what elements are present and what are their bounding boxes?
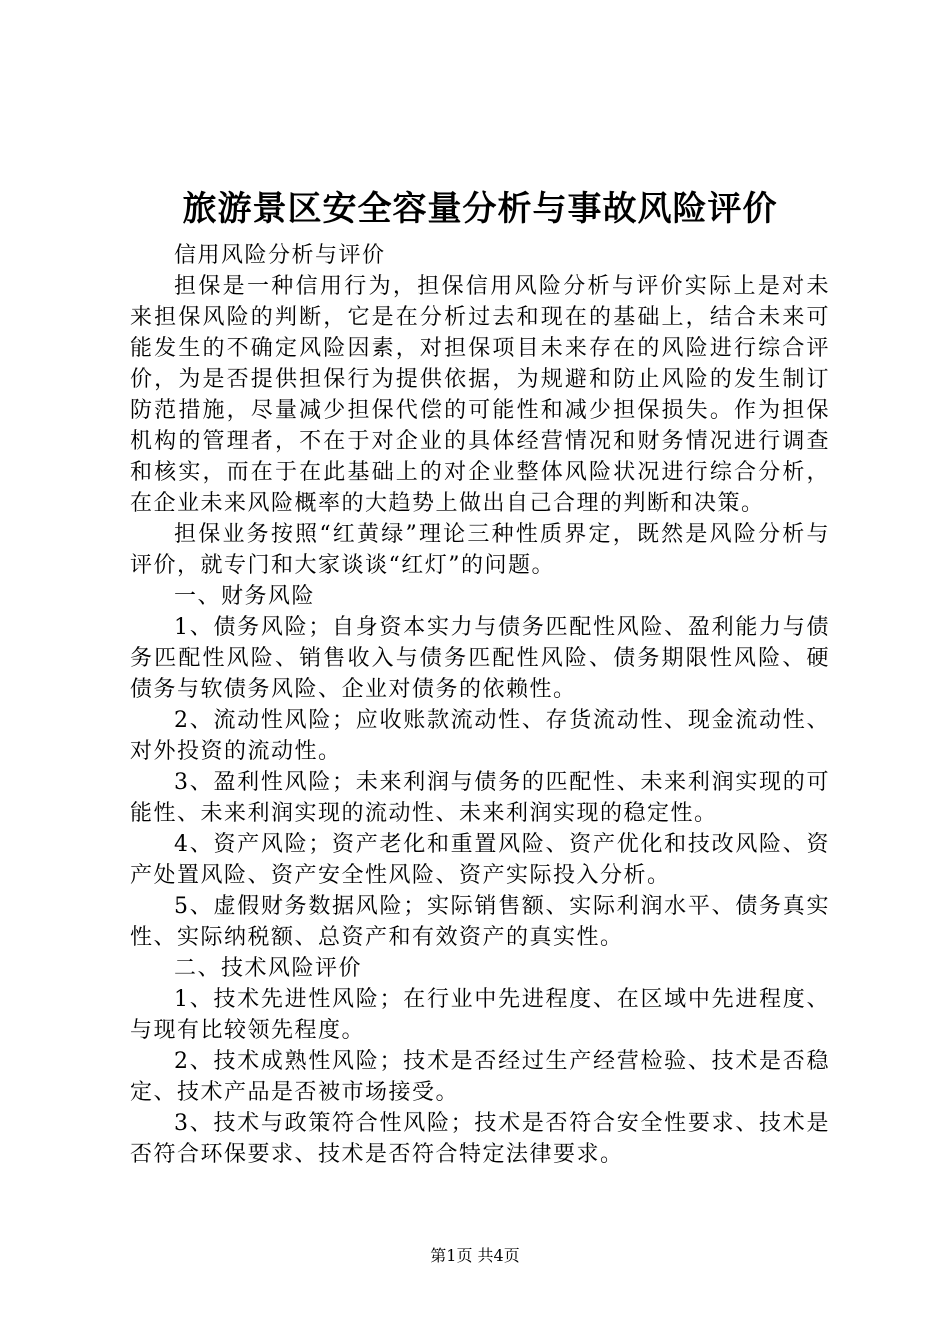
paragraph-debt-risk: 1、债务风险；自身资本实力与债务匹配性风险、盈利能力与债务匹配性风险、销售收入与债务匹配性风险、债务期限性风险、硬债务与软债务风险、企业对债务的依赖性。	[130, 615, 830, 702]
paragraph-tech-policy-risk: 3、技术与政策符合性风险；技术是否符合安全性要求、技术是否符合环保要求、技术是否符合特定法律要求。	[130, 1111, 830, 1167]
paragraph-tech-advancement-risk: 1、技术先进性风险；在行业中先进程度、在区域中先进程度、与现有比较领先程度。	[130, 987, 830, 1043]
paragraph-asset-risk: 4、资产风险；资产老化和重置风险、资产优化和技改风险、资产处置风险、资产安全性风险、资产实际投入分析。	[130, 832, 830, 888]
section-heading-technical-risk: 二、技术风险评价	[174, 956, 363, 981]
page-footer: 第1页 共4页	[430, 1246, 520, 1265]
paragraph-profitability-risk: 3、盈利性风险；未来利润与债务的匹配性、未来利润实现的可能性、未来利润实现的流动性、未来利润实现的稳定性。	[130, 770, 830, 826]
paragraph-liquidity-risk: 2、流动性风险；应收账款流动性、存货流动性、现金流动性、对外投资的流动性。	[130, 708, 830, 764]
document-title: 旅游景区安全容量分析与事故风险评价	[182, 189, 778, 229]
paragraph-false-data-risk: 5、虚假财务数据风险；实际销售额、实际利润水平、债务真实性、实际纳税额、总资产和有效资产的真实性。	[130, 894, 830, 950]
document-page	[130, 182, 830, 1170]
paragraph-red-yellow-green: 担保业务按照“红黄绿”理论三种性质界定，既然是风险分析与评价，就专门和大家谈谈“红灯”的问题。	[130, 522, 830, 578]
paragraph-tech-maturity-risk: 2、技术成熟性风险；技术是否经过生产经营检验、技术是否稳定、技术产品是否被市场接受。	[130, 1049, 830, 1105]
paragraph-subtitle: 信用风险分析与评价	[174, 243, 386, 268]
section-heading-financial-risk: 一、财务风险	[174, 584, 316, 609]
paragraph-intro: 担保是一种信用行为，担保信用风险分析与评价实际上是对未来担保风险的判断，它是在分析过去和现在的基础上，结合未来可能发生的不确定风险因素，对担保项目未来存在的风险进行综合评价，为是否提供担保行为提供依据，为规避和防止风险的发生制订防范措施，尽量减少担保代偿的可能性和减少担保损失。作为担保机构的管理者，不在于对企业的具体经营情况和财务情况进行调查和核实，而在于在此基础上的对企业整体风险状况进行综合分析，在企业未来风险概率的大趋势上做出自己合理的判断和决策。	[130, 274, 830, 516]
